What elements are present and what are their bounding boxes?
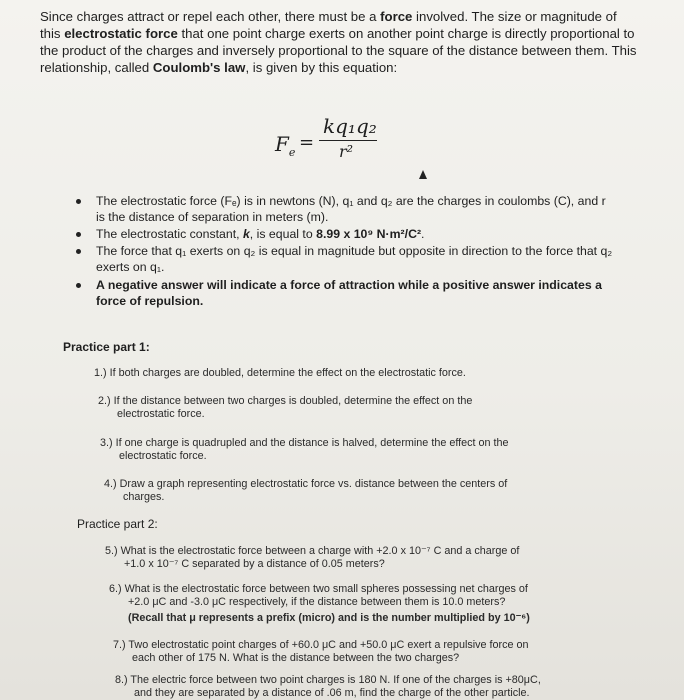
bullet-text-newton-third: The force that q₁ exerts on q₂ is equal in magnitude but opposite in direction to the force that q₂ exerts on q₁. [96, 244, 613, 274]
intro-text-1: Since charges attract or repel each other, there must be a [40, 9, 381, 24]
bullet-text-sign-meaning: A negative answer will indicate a force of attraction while a positive answer indicates a force of repulsion. [96, 278, 602, 308]
formula-fraction-bar [319, 140, 377, 141]
question-5-line-2: +1.0 x 10⁻⁷ C separated by a distance of 0.05 meters? [124, 558, 385, 570]
explanation-bullets [76, 193, 616, 310]
bullet-item [76, 193, 616, 225]
question-3 [100, 437, 509, 463]
question-8-line-1: 8.) The electric force between two point charges is 180 N. If one of the charges is +80μC, [115, 674, 541, 686]
practice-part-2-title: Practice part 2: [77, 517, 158, 531]
question-6-line-1: 6.) What is the electrostatic force between two small spheres possessing net charges of [109, 583, 528, 595]
intro-text-3: that one point charge exerts on another point charge is directly proportional to the product of the charges and inversely proportional to the square of the distance between them. This relationship, called [40, 26, 637, 75]
question-6-recall-note: (Recall that μ represents a prefix (micro) and is the number multiplied by 10⁻⁶) [128, 612, 530, 624]
question-2 [98, 395, 472, 421]
bullet-text-units: The electrostatic force (Fₑ) is in newtons (N), q₁ and q₂ are the charges in coulombs (C), and r is the distance of separation in meters (m). [96, 194, 606, 224]
question-8-line-2: and they are separated by a distance of .06 m, find the charge of the other particle. [134, 687, 530, 699]
question-7-line-2: each other of 175 N. What is the distance between the two charges? [132, 652, 460, 664]
question-4 [104, 478, 507, 504]
question-5 [105, 545, 519, 571]
bullet-item [76, 226, 616, 242]
question-5-line-1: 5.) What is the electrostatic force between a charge with +2.0 x 10⁻⁷ C and a charge of [105, 545, 520, 557]
formula-lhs-subscript: e [288, 146, 296, 159]
formula-equals: = [299, 132, 315, 153]
question-6-line-2: +2.0 μC and -3.0 μC respectively, if the distance between them is 10.0 meters? [128, 596, 506, 608]
formula-lhs-symbol: F [275, 132, 289, 156]
intro-text-2: involved. The size or magnitude of this [40, 9, 617, 41]
bullet-item [76, 243, 616, 275]
intro-bold-force: force [380, 9, 413, 24]
question-7 [113, 639, 529, 665]
intro-paragraph [40, 8, 640, 76]
bullet-constant-value: 8.99 x 10⁹ N·m²/C² [316, 227, 422, 241]
formula-denominator: r² [339, 142, 354, 161]
bullet-item [76, 277, 616, 309]
question-8 [115, 674, 541, 700]
question-7-line-1: 7.) Two electrostatic point charges of +60.0 μC and +50.0 μC exert a repulsive force on [113, 639, 529, 651]
bullet-text-constant-mid: , is equal to [249, 227, 317, 241]
intro-bold-electrostatic-force: electrostatic force [64, 26, 178, 41]
bullet-text-constant-pre: The electrostatic constant, [96, 227, 243, 241]
coulomb-formula [275, 110, 395, 170]
question-3-line-2: electrostatic force. [119, 450, 207, 462]
question-1: 1.) If both charges are doubled, determine the effect on the electrostatic force. [94, 367, 466, 379]
question-4-line-2: charges. [123, 491, 165, 503]
question-2-line-2: electrostatic force. [117, 408, 205, 420]
question-6 [109, 583, 530, 625]
mouse-pointer-icon [419, 170, 427, 179]
intro-bold-coulombs-law: Coulomb's law [152, 60, 246, 75]
practice-part-1-title: Practice part 1: [63, 340, 150, 354]
formula-lhs [275, 132, 295, 159]
bullet-k-symbol: k [242, 227, 250, 241]
question-3-line-1: 3.) If one charge is quadrupled and the distance is halved, determine the effect on the [100, 437, 509, 449]
bullet-text-constant-end: . [421, 227, 425, 241]
question-4-line-1: 4.) Draw a graph representing electrostatic force vs. distance between the centers of [104, 478, 508, 490]
intro-text-4: , is given by this equation: [245, 60, 398, 75]
question-2-line-1: 2.) If the distance between two charges is doubled, determine the effect on the [98, 395, 473, 407]
formula-numerator: kq₁q₂ [323, 114, 377, 138]
